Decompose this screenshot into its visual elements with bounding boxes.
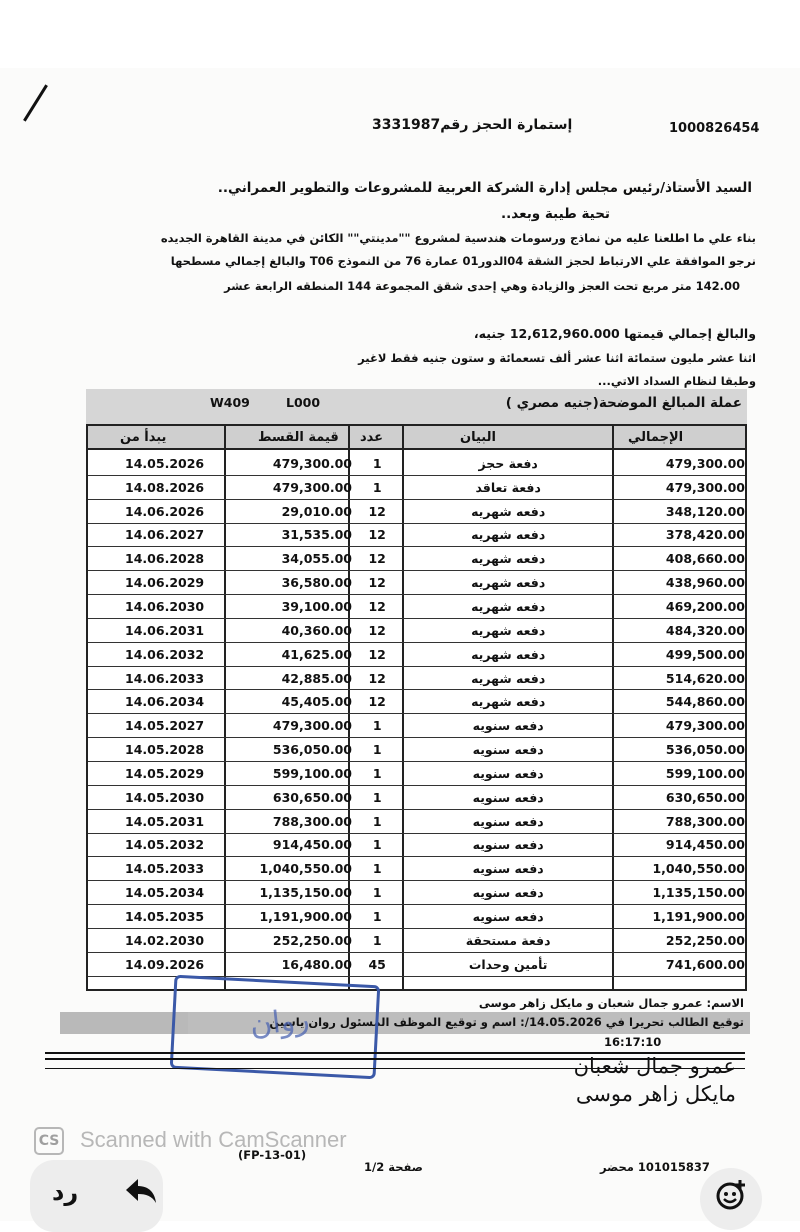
header-installment: قيمة القسط <box>258 430 339 445</box>
description-cell: دفعه شهريه <box>402 523 614 547</box>
start-date-cell: 14.05.2030 <box>88 785 241 809</box>
start-date-cell: 14.06.2031 <box>88 618 241 642</box>
installment-cell: 29,010.00 <box>241 499 352 523</box>
total-cell: 479,300.00 <box>614 475 745 499</box>
count-cell: 1 <box>352 833 402 857</box>
bottom-reference: 101015837 محضر <box>600 1160 710 1174</box>
stamp-signature: روان <box>248 1001 312 1044</box>
count-cell: 1 <box>352 452 402 475</box>
start-date-cell: 14.09.2026 <box>88 952 241 976</box>
table-row <box>88 571 745 595</box>
installment-cell: 16,480.00 <box>241 952 352 976</box>
table-row <box>88 785 745 809</box>
description-cell: دفعه سنويه <box>402 714 614 738</box>
form-title: إستمارة الحجز رقم3331987 <box>372 117 573 133</box>
table-row <box>88 738 745 762</box>
description-cell: دفعه شهريه <box>402 595 614 619</box>
start-date-cell: 14.06.2030 <box>88 595 241 619</box>
total-cell: 1,191,900.00 <box>614 905 745 929</box>
installment-cell: 31,535.00 <box>241 523 352 547</box>
form-code: (FP-13-01) <box>238 1148 307 1162</box>
total-cell: 479,300.00 <box>614 452 745 475</box>
start-date-cell: 14.02.2030 <box>88 928 241 952</box>
total-cell: 252,250.00 <box>614 928 745 952</box>
installment-cell: 914,450.00 <box>241 833 352 857</box>
description-cell: دفعه سنويه <box>402 833 614 857</box>
count-cell: 1 <box>352 881 402 905</box>
total-cell: 599,100.00 <box>614 761 745 785</box>
count-cell: 1 <box>352 714 402 738</box>
total-cell: 1,040,550.00 <box>614 857 745 881</box>
start-date-cell: 14.05.2031 <box>88 809 241 833</box>
installment-cell: 41,625.00 <box>241 642 352 666</box>
count-cell: 12 <box>352 690 402 714</box>
count-cell: 12 <box>352 595 402 619</box>
page-indicator: صفحة 1/2 <box>364 1160 423 1174</box>
total-cell: 536,050.00 <box>614 738 745 762</box>
description-cell: دفعه سنويه <box>402 738 614 762</box>
applicant-names: الاسم: عمرو جمال شعبان و مايكل زاهر موسى <box>478 996 744 1010</box>
header-total: الإجمالي <box>628 430 684 445</box>
header-count: عدد <box>360 430 384 445</box>
installment-cell: 45,405.00 <box>241 690 352 714</box>
installment-cell: 479,300.00 <box>241 475 352 499</box>
description-cell: دفعه شهريه <box>402 690 614 714</box>
start-date-cell: 14.08.2026 <box>88 475 241 499</box>
description-cell: دفعة تعاقد <box>402 475 614 499</box>
total-cell: 484,320.00 <box>614 618 745 642</box>
total-cell: 544,860.00 <box>614 690 745 714</box>
description-cell: دفعه سنويه <box>402 905 614 929</box>
reply-label: رد <box>52 1178 79 1206</box>
total-cell: 408,660.00 <box>614 547 745 571</box>
count-cell: 12 <box>352 642 402 666</box>
table-code-w: W409 <box>210 395 250 410</box>
description-cell: دفعه سنويه <box>402 881 614 905</box>
table-row <box>88 881 745 905</box>
paragraph-line-3: 142.00 متر مربع تحت العجز والزيادة وهي إحدى شقق المجموعة 144 المنطقه الرابعة عشر <box>224 279 740 293</box>
count-cell: 1 <box>352 475 402 499</box>
description-cell: دفعة حجز <box>402 452 614 475</box>
table-row <box>88 523 745 547</box>
count-cell: 12 <box>352 523 402 547</box>
description-cell: دفعه شهريه <box>402 571 614 595</box>
total-cell: 788,300.00 <box>614 809 745 833</box>
header-description: البيان <box>460 430 496 445</box>
count-cell: 1 <box>352 785 402 809</box>
description-cell: دفعه شهريه <box>402 618 614 642</box>
reply-arrow-icon <box>124 1176 158 1213</box>
installment-cell: 788,300.00 <box>241 809 352 833</box>
reply-button[interactable] <box>30 1160 163 1232</box>
total-cell: 438,960.00 <box>614 571 745 595</box>
installment-cell: 39,100.00 <box>241 595 352 619</box>
amount-in-words: اثنا عشر مليون ستمائة اثنا عشر ألف تسعمائة و ستون جنيه فقط لاغير <box>358 351 756 365</box>
add-reaction-icon <box>714 1178 748 1220</box>
table-row <box>88 499 745 523</box>
description-cell: دفعه شهريه <box>402 642 614 666</box>
count-cell: 45 <box>352 952 402 976</box>
description-cell: دفعة مستحقة <box>402 928 614 952</box>
count-cell: 1 <box>352 905 402 929</box>
description-cell: تأمين وحدات <box>402 952 614 976</box>
count-cell: 12 <box>352 618 402 642</box>
total-cell: 479,300.00 <box>614 714 745 738</box>
description-cell: دفعه سنويه <box>402 857 614 881</box>
start-date-cell: 14.06.2034 <box>88 690 241 714</box>
total-cell: 741,600.00 <box>614 952 745 976</box>
total-cell: 499,500.00 <box>614 642 745 666</box>
description-cell: دفعه سنويه <box>402 761 614 785</box>
table-row <box>88 833 745 857</box>
count-cell: 12 <box>352 499 402 523</box>
table-row <box>88 714 745 738</box>
start-date-cell: 14.06.2027 <box>88 523 241 547</box>
description-cell: دفعه سنويه <box>402 809 614 833</box>
table-row <box>88 642 745 666</box>
start-date-cell: 14.05.2029 <box>88 761 241 785</box>
start-date-cell: 14.06.2033 <box>88 666 241 690</box>
scanner-watermark: Scanned with CamScanner <box>80 1127 347 1152</box>
installment-cell: 536,050.00 <box>241 738 352 762</box>
start-date-cell: 14.06.2032 <box>88 642 241 666</box>
installment-cell: 1,040,550.00 <box>241 857 352 881</box>
total-cell: 348,120.00 <box>614 499 745 523</box>
start-date-cell: 14.05.2026 <box>88 452 241 475</box>
payment-system-note: وطبقا لنظام السداد الاتي... <box>597 374 756 388</box>
time-stamp: 16:17:10 <box>604 1035 662 1049</box>
start-date-cell: 14.05.2034 <box>88 881 241 905</box>
installment-cell: 479,300.00 <box>241 452 352 475</box>
table-row <box>88 475 745 499</box>
table-row <box>88 905 745 929</box>
table-row <box>88 618 745 642</box>
total-cell: 1,135,150.00 <box>614 881 745 905</box>
description-cell: دفعه شهريه <box>402 666 614 690</box>
payment-rows <box>88 452 745 977</box>
count-cell: 1 <box>352 761 402 785</box>
count-cell: 1 <box>352 738 402 762</box>
start-date-cell: 14.05.2028 <box>88 738 241 762</box>
greeting-line: تحية طيبة وبعد.. <box>501 206 610 222</box>
signature-date-line: توقيع الطالب تحريرا في 14.05.2026/: اسم و توقيع الموظف المسئول روان ياسين <box>269 1015 744 1029</box>
table-code-l: L000 <box>286 395 321 410</box>
description-cell: دفعه شهريه <box>402 547 614 571</box>
handwritten-signature: عمرو جمال شعبان مايكل زاهر موسى <box>573 1054 736 1106</box>
table-row <box>88 928 745 952</box>
description-cell: دفعه سنويه <box>402 785 614 809</box>
total-amount-line: والبالغ إجمالي قيمتها 12,612,960.000 جنيه، <box>473 326 756 341</box>
installment-cell: 630,650.00 <box>241 785 352 809</box>
start-date-cell: 14.06.2029 <box>88 571 241 595</box>
table-row <box>88 761 745 785</box>
count-cell: 1 <box>352 928 402 952</box>
installment-cell: 40,360.00 <box>241 618 352 642</box>
table-row <box>88 547 745 571</box>
total-cell: 630,650.00 <box>614 785 745 809</box>
start-date-cell: 14.05.2035 <box>88 905 241 929</box>
start-date-cell: 14.05.2027 <box>88 714 241 738</box>
count-cell: 1 <box>352 809 402 833</box>
paragraph-line-1: بناء علي ما اطلعنا عليه من نماذج ورسومات هندسية لمشروع ""مدينتي"" الكائن في مدينة القاهرة الجديده <box>160 231 756 245</box>
total-cell: 469,200.00 <box>614 595 745 619</box>
table-row <box>88 666 745 690</box>
installment-cell: 1,191,900.00 <box>241 905 352 929</box>
count-cell: 1 <box>352 857 402 881</box>
total-cell: 514,620.00 <box>614 666 745 690</box>
reference-number: 1000826454 <box>669 121 760 136</box>
table-row <box>88 809 745 833</box>
installment-cell: 42,885.00 <box>241 666 352 690</box>
installment-cell: 34,055.00 <box>241 547 352 571</box>
count-cell: 12 <box>352 571 402 595</box>
total-cell: 914,450.00 <box>614 833 745 857</box>
camscanner-logo-icon: CS <box>34 1127 64 1155</box>
start-date-cell: 14.05.2033 <box>88 857 241 881</box>
table-row <box>88 690 745 714</box>
count-cell: 12 <box>352 666 402 690</box>
table-row <box>88 857 745 881</box>
count-cell: 12 <box>352 547 402 571</box>
installment-cell: 1,135,150.00 <box>241 881 352 905</box>
description-cell: دفعه شهريه <box>402 499 614 523</box>
table-row <box>88 952 745 976</box>
start-date-cell: 14.06.2028 <box>88 547 241 571</box>
total-cell: 378,420.00 <box>614 523 745 547</box>
table-row <box>88 595 745 619</box>
start-date-cell: 14.05.2032 <box>88 833 241 857</box>
installment-cell: 36,580.00 <box>241 571 352 595</box>
installment-cell: 599,100.00 <box>241 761 352 785</box>
addressee-line: السيد الأستاذ/رئيس مجلس إدارة الشركة العربية للمشروعات والتطوير العمراني.. <box>217 180 752 196</box>
table-currency-title: عملة المبالغ الموضحة(جنيه مصري ) <box>505 395 742 411</box>
installment-cell: 479,300.00 <box>241 714 352 738</box>
header-start-date: يبدأ من <box>120 430 167 445</box>
table-row <box>88 452 745 475</box>
installment-cell: 252,250.00 <box>241 928 352 952</box>
start-date-cell: 14.06.2026 <box>88 499 241 523</box>
paragraph-line-2: نرجو الموافقة علي الارتباط لحجز الشقة 04الدور01 عمارة 76 من النموذج T06 والبالغ إجمالي مسطحها <box>170 254 756 268</box>
